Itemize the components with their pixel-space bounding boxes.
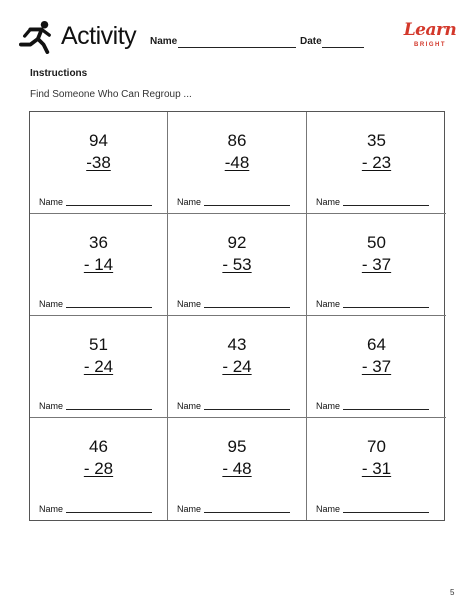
- logo-main-text: Learn: [403, 20, 457, 40]
- subtrahend: -48: [224, 153, 250, 172]
- name-blank-line[interactable]: [66, 205, 152, 206]
- minuend: 51: [89, 335, 108, 354]
- problem-cell: [307, 418, 446, 520]
- minuend: 70: [367, 437, 386, 456]
- name-blank-line[interactable]: [66, 409, 152, 410]
- learn-bright-logo: [400, 20, 460, 56]
- subtrahend: - 37: [361, 357, 392, 376]
- runner-icon: [17, 20, 55, 54]
- name-blank-line[interactable]: [204, 512, 290, 513]
- name-field: Name: [316, 401, 429, 411]
- name-blank-line[interactable]: [204, 409, 290, 410]
- subtrahend: - 53: [222, 255, 252, 274]
- problem-cell: [30, 214, 168, 316]
- subtraction-problem: [30, 334, 167, 378]
- problem-cell: [30, 316, 168, 418]
- name-field: Name: [177, 197, 290, 207]
- name-blank-line[interactable]: [66, 512, 152, 513]
- minuend: 36: [89, 233, 108, 252]
- name-field: Name: [39, 401, 152, 411]
- name-field: Name: [177, 401, 290, 411]
- name-field: Name: [177, 299, 290, 309]
- minuend: 86: [227, 131, 247, 150]
- name-blank-line[interactable]: [343, 409, 429, 410]
- name-blank-line[interactable]: [343, 307, 429, 308]
- problem-cell: [307, 112, 446, 214]
- minuend: 92: [227, 233, 247, 252]
- instructions-heading: Instructions: [30, 68, 88, 79]
- problem-cell: [168, 418, 307, 520]
- subtrahend: - 14: [83, 255, 114, 274]
- name-blank-line[interactable]: [343, 205, 429, 206]
- subtraction-problem: [30, 130, 167, 174]
- problem-cell: [30, 418, 168, 520]
- activity-title: Activity: [61, 22, 137, 50]
- subtraction-problem: [168, 130, 306, 174]
- subtraction-problem: [307, 130, 446, 174]
- name-field: Name: [177, 504, 290, 514]
- date-label: Date: [300, 36, 322, 47]
- name-blank-line[interactable]: [66, 307, 152, 308]
- name-field: Name: [39, 299, 152, 309]
- page-header: [0, 0, 474, 60]
- page-number: 5: [450, 588, 455, 597]
- subtraction-problem: [307, 436, 446, 480]
- subtrahend: -38: [86, 153, 111, 172]
- name-label: Name: [150, 36, 178, 47]
- subtrahend: - 37: [361, 255, 392, 274]
- problem-cell: [307, 316, 446, 418]
- name-blank-line[interactable]: [343, 512, 429, 513]
- subtrahend: - 31: [361, 459, 392, 478]
- subtraction-problem: [307, 334, 446, 378]
- problem-cell: [168, 112, 307, 214]
- problem-cell: [30, 112, 168, 214]
- minuend: 43: [227, 335, 247, 354]
- problem-cell: [168, 214, 307, 316]
- minuend: 35: [367, 131, 386, 150]
- minuend: 46: [89, 437, 108, 456]
- date-blank-line[interactable]: [322, 47, 364, 48]
- name-field: Name: [316, 197, 429, 207]
- problem-grid: [29, 111, 445, 521]
- name-field: Name: [316, 504, 429, 514]
- minuend: 64: [367, 335, 386, 354]
- subtrahend: - 24: [83, 357, 114, 376]
- minuend: 94: [89, 131, 108, 150]
- minuend: 95: [227, 437, 247, 456]
- name-field: Name: [316, 299, 429, 309]
- name-field: Name: [39, 504, 152, 514]
- instructions-text: Find Someone Who Can Regroup ...: [30, 89, 192, 100]
- minuend: 50: [367, 233, 386, 252]
- name-blank-line[interactable]: [204, 307, 290, 308]
- subtrahend: - 24: [222, 357, 252, 376]
- subtraction-problem: [168, 436, 306, 480]
- subtrahend: - 28: [83, 459, 114, 478]
- subtraction-problem: [30, 436, 167, 480]
- subtrahend: - 48: [222, 459, 252, 478]
- subtraction-problem: [168, 232, 306, 276]
- name-blank-line[interactable]: [178, 47, 296, 48]
- problem-cell: [168, 316, 307, 418]
- name-field: Name: [39, 197, 152, 207]
- subtrahend: - 23: [361, 153, 392, 172]
- subtraction-problem: [168, 334, 306, 378]
- subtraction-problem: [30, 232, 167, 276]
- problem-cell: [307, 214, 446, 316]
- logo-sub-text: BRIGHT: [414, 42, 446, 48]
- name-blank-line[interactable]: [204, 205, 290, 206]
- subtraction-problem: [307, 232, 446, 276]
